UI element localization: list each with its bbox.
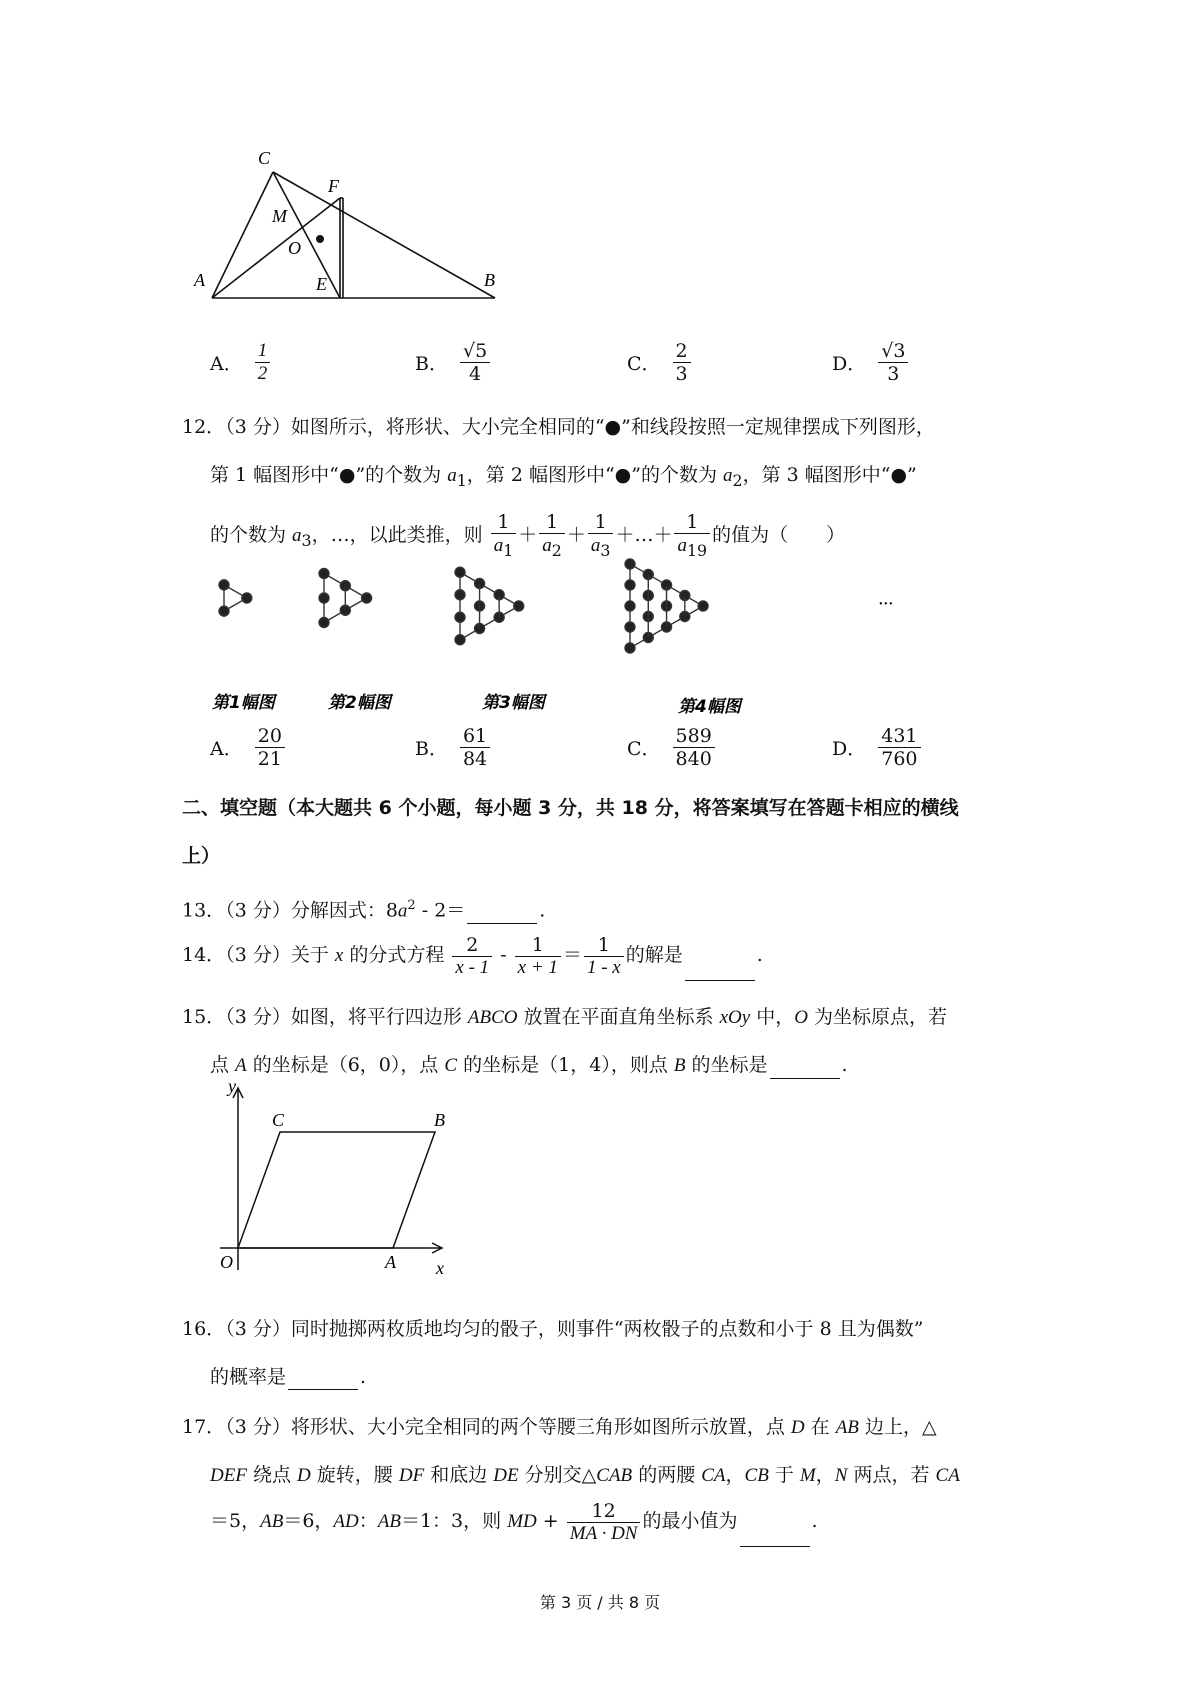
label-f: F bbox=[328, 176, 339, 196]
label-e: E bbox=[316, 274, 327, 294]
q11-option-b: B． $\frac{√5}{4}$ bbox=[415, 340, 492, 385]
caption-4: 第4幅图 bbox=[678, 697, 741, 717]
pattern-dot bbox=[242, 593, 252, 603]
q12-option-d: D． $\frac{431}{760}$ bbox=[832, 725, 923, 770]
pattern-segment bbox=[460, 572, 519, 606]
pattern-dot bbox=[362, 593, 372, 603]
q12-line1: 12．（3 分）如图所示，将形状、大小完全相同的“●”和线段按照一定规律摆成下列图形， bbox=[182, 416, 935, 438]
continuation-dots: ··· bbox=[878, 593, 893, 615]
point-o-dot bbox=[316, 235, 324, 243]
label-a: A bbox=[194, 270, 205, 290]
q14-answer-blank bbox=[685, 962, 755, 981]
pattern-dot bbox=[219, 580, 229, 590]
pattern-dot bbox=[455, 635, 465, 645]
q12-line3: 的个数为 $a_3$，…，以此类推，则 $\frac{1}{a_1}$ ＋ $\frac{1}{a_2}$ ＋ $\frac{1}{a_3}$ ＋…＋ $\frac{1}{a_{19}}$ 的值为（ ） bbox=[210, 510, 846, 560]
page-footer: 第 3 页 / 共 8 页 bbox=[539, 1593, 661, 1612]
q17-line1: 17．（3 分）将形状、大小完全相同的两个等腰三角形如图所示放置，点 D 在 AB 边上，△ bbox=[182, 1416, 937, 1438]
label-c: C bbox=[258, 148, 271, 168]
point-b-label: B bbox=[434, 1110, 445, 1130]
pattern-dot bbox=[319, 593, 329, 603]
q17-answer-blank bbox=[740, 1528, 810, 1547]
q13-answer-blank bbox=[467, 905, 537, 924]
pattern-dot bbox=[455, 612, 465, 622]
q17-line2: DEF 绕点 D 旋转，腰 DF 和底边 DE 分别交△CAB 的两腰 CA，CB 于 M，N 两点，若 CA bbox=[210, 1464, 960, 1486]
pattern-dot bbox=[625, 580, 635, 590]
point-c-label: C bbox=[272, 1110, 285, 1130]
label-m: M bbox=[272, 206, 287, 226]
origin-label: O bbox=[220, 1252, 233, 1272]
section2-heading-line1: 二、填空题（本大题共 6 个小题，每小题 3 分，共 18 分，将答案填写在答题卡相应的横线 bbox=[182, 797, 959, 819]
q15-parallelogram-figure bbox=[210, 1076, 460, 1282]
pattern-dot bbox=[319, 618, 329, 628]
q12-pattern-figure bbox=[210, 560, 910, 720]
pattern-dot bbox=[514, 601, 524, 611]
caption-2: 第2幅图 bbox=[328, 693, 391, 713]
pattern-dot bbox=[319, 569, 329, 579]
caption-1: 第1幅图 bbox=[212, 693, 275, 713]
q12-option-a: A． $\frac{20}{21}$ bbox=[210, 725, 287, 770]
q13: 13．（3 分）分解因式：$8a^2 - 2=$ . bbox=[182, 893, 545, 924]
q12-option-c: C． $\frac{589}{840}$ bbox=[627, 725, 717, 770]
q16-line2: 的概率是 . bbox=[210, 1366, 367, 1388]
q15-line2: 点 A 的坐标是（6，0），点 C 的坐标是（1，4），则点 B 的坐标是 . bbox=[210, 1052, 848, 1079]
pattern-dot bbox=[219, 606, 229, 616]
pattern-segment bbox=[460, 606, 519, 640]
q11-triangle-figure bbox=[194, 148, 540, 315]
pattern-dot bbox=[455, 567, 465, 577]
q16-answer-blank bbox=[288, 1371, 358, 1390]
label-o: O bbox=[288, 238, 301, 258]
pattern-dot bbox=[625, 559, 635, 569]
q11-option-d: D． $\frac{√3}{3}$ bbox=[832, 340, 910, 385]
axis-x-label: x bbox=[436, 1258, 444, 1278]
pattern-dot bbox=[698, 601, 708, 611]
q15-answer-blank bbox=[770, 1060, 840, 1079]
q11-option-a: A． $\frac{1}{2}$ bbox=[210, 340, 272, 385]
section2-heading-line2: 上） bbox=[182, 845, 221, 867]
axis-y-label: y bbox=[228, 1076, 236, 1096]
pattern-dot bbox=[625, 601, 635, 611]
pattern-dot bbox=[625, 643, 635, 653]
q17-line3: ＝5，AB＝6，AD：AB＝1：3，则 MD + $\frac{12}{MA \cdot DN}$ 的最小值为 . bbox=[210, 1496, 818, 1547]
pattern-dot bbox=[455, 590, 465, 600]
caption-3: 第3幅图 bbox=[482, 693, 545, 713]
q12-option-b: B． $\frac{61}{84}$ bbox=[415, 725, 492, 770]
label-b: B bbox=[484, 270, 495, 290]
q14: 14．（3 分）关于 x 的分式方程 $\frac{2}{x - 1}$ - $\frac{1}{x + 1}$ ＝ $\frac{1}{1 - x}$ 的解是 . bbox=[182, 930, 763, 981]
q16-line1: 16．（3 分）同时抛掷两枚质地均匀的骰子，则事件“两枚骰子的点数和小于 8 且为偶数” bbox=[182, 1318, 924, 1340]
pattern-dot bbox=[625, 622, 635, 632]
point-a-label: A bbox=[385, 1252, 396, 1272]
q11-option-c: C． $\frac{2}{3}$ bbox=[627, 340, 693, 385]
q12-line2: 第 1 幅图形中“●”的个数为 $a_1$，第 2 幅图形中“●”的个数为 $a_2$，第 3 幅图形中“●” bbox=[210, 464, 917, 490]
q15-line1: 15．（3 分）如图，将平行四边形 ABCO 放置在平面直角坐标系 xOy 中，O 为坐标原点，若 bbox=[182, 1006, 947, 1028]
